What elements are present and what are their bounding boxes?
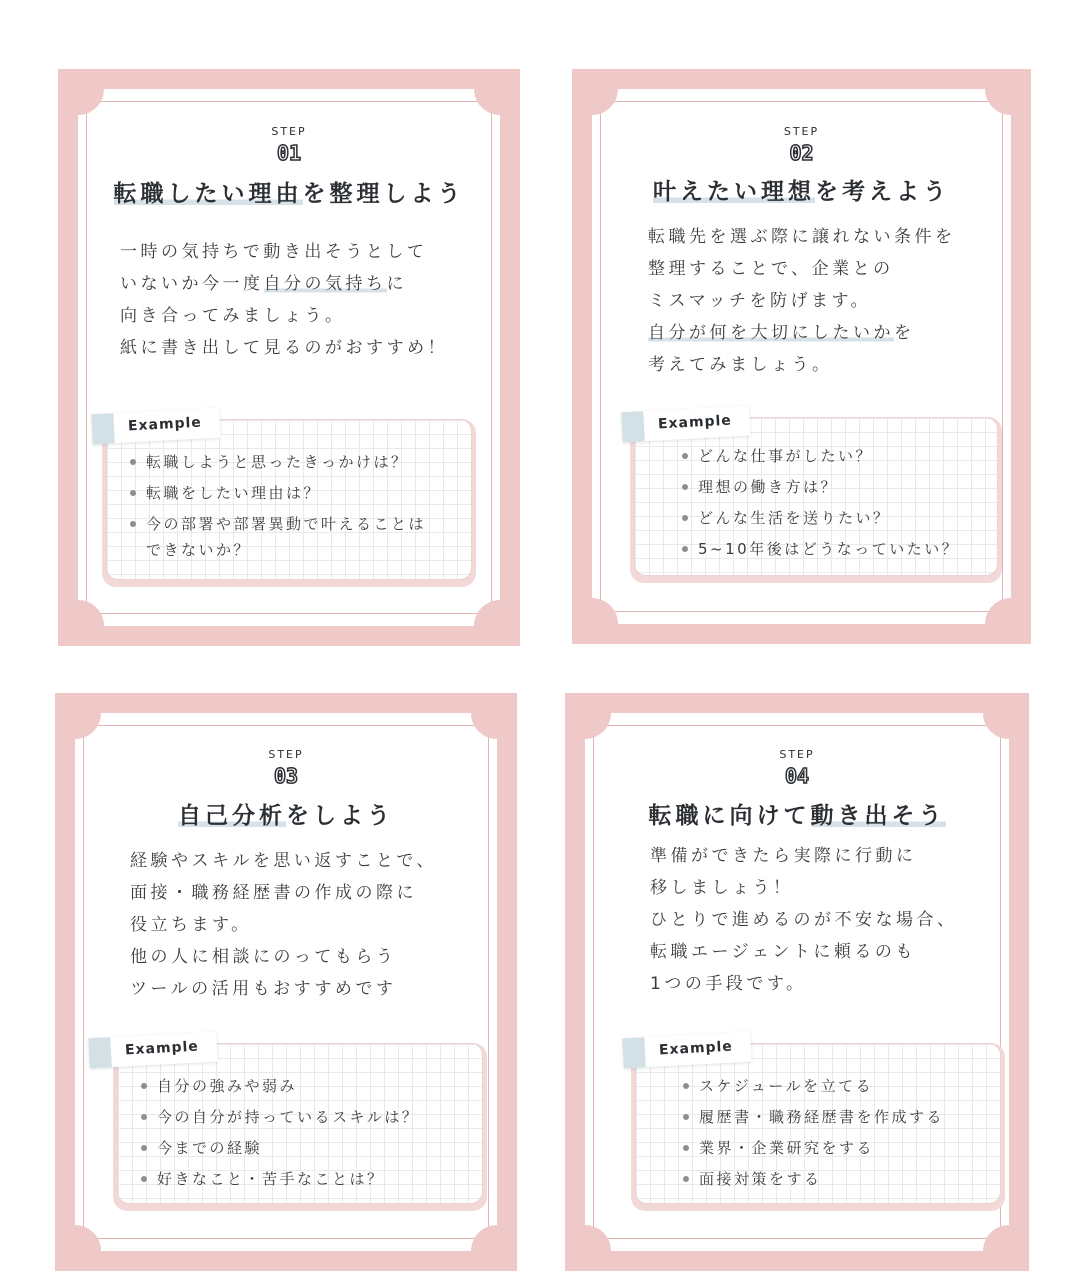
list-item: どんな仕事がしたい？ bbox=[682, 443, 959, 469]
step-title: 転職に向けて動き出そう bbox=[648, 803, 946, 829]
step-label: STEP bbox=[783, 125, 820, 138]
list-item: どんな生活を送りたい？ bbox=[682, 505, 959, 531]
list-item: 5~10年後はどうなっていたい？ bbox=[682, 536, 959, 562]
list-item: 今の自分が持っているスキルは？ bbox=[141, 1104, 419, 1130]
card-inner bbox=[75, 713, 497, 1251]
list-item: 自分の強みや弱み bbox=[141, 1073, 419, 1099]
example-tag: Example bbox=[88, 1032, 217, 1069]
card-inner bbox=[585, 713, 1009, 1251]
example-tag: Example bbox=[621, 406, 750, 443]
example-box bbox=[630, 417, 1002, 583]
list-item: 好きなこと・苦手なことは？ bbox=[141, 1166, 419, 1192]
step-label: STEP bbox=[271, 125, 307, 138]
example-tag: Example bbox=[91, 408, 220, 445]
example-list bbox=[141, 1073, 419, 1197]
example-list bbox=[683, 1073, 944, 1197]
example-box bbox=[102, 419, 476, 587]
example-box bbox=[113, 1043, 487, 1211]
list-item: 転職をしたい理由は？ bbox=[130, 480, 426, 506]
list-item: 面接対策をする bbox=[683, 1166, 944, 1192]
step-number: 03 bbox=[273, 764, 299, 788]
step-number: 04 bbox=[784, 764, 810, 788]
step-label: STEP bbox=[268, 748, 304, 761]
step-number: 02 bbox=[789, 141, 814, 165]
step-card-04 bbox=[565, 693, 1029, 1271]
list-item: スケジュールを立てる bbox=[683, 1073, 944, 1099]
step-title: 叶えたい理想を考えよう bbox=[653, 179, 950, 205]
example-box bbox=[631, 1043, 1005, 1211]
step-label: STEP bbox=[779, 748, 815, 761]
example-list bbox=[130, 449, 426, 568]
list-item: 理想の働き方は？ bbox=[682, 474, 959, 500]
step-description: 一時の気持ちで動き出そうとして いないか今一度自分の気持ちに 向き合ってみましょう。 紙に書き出して見るのがおすすめ！ bbox=[120, 242, 449, 358]
step-title: 転職したい理由を整理しよう bbox=[113, 181, 465, 207]
step-card-02 bbox=[572, 69, 1031, 644]
list-item: 今までの経験 bbox=[141, 1135, 419, 1161]
list-item: 履歴書・職務経歴書を作成する bbox=[683, 1104, 944, 1130]
example-list bbox=[682, 443, 959, 567]
step-card-03 bbox=[55, 693, 517, 1271]
step-description: 経験やスキルを思い返すことで、 面接・職務経歴書の作成の際に 役立ちます。 他の人に相談にのってもらう ツールの活用もおすすめです bbox=[130, 851, 437, 999]
example-tag: Example bbox=[622, 1032, 751, 1069]
list-item: 今の部署や部署異動で叶えることは できないか？ bbox=[130, 511, 426, 563]
step-card-01 bbox=[58, 69, 520, 646]
card-inner bbox=[592, 89, 1011, 624]
list-item: 転職しようと思ったきっかけは？ bbox=[130, 449, 426, 475]
step-title: 自己分析をしよう bbox=[178, 803, 394, 829]
step-description: 準備ができたら実際に行動に 移しましょう！ ひとりで進めるのが不安な場合、 転職エージェントに頼るのも 1つの手段です。 bbox=[650, 846, 958, 994]
step-description: 転職先を選ぶ際に譲れない条件を 整理することで、企業との ミスマッチを防げます。 自分が何を大切にしたいかを 考えてみましょう。 bbox=[648, 227, 956, 375]
card-inner bbox=[78, 89, 500, 626]
step-number: 01 bbox=[276, 141, 302, 165]
list-item: 業界・企業研究をする bbox=[683, 1135, 944, 1161]
